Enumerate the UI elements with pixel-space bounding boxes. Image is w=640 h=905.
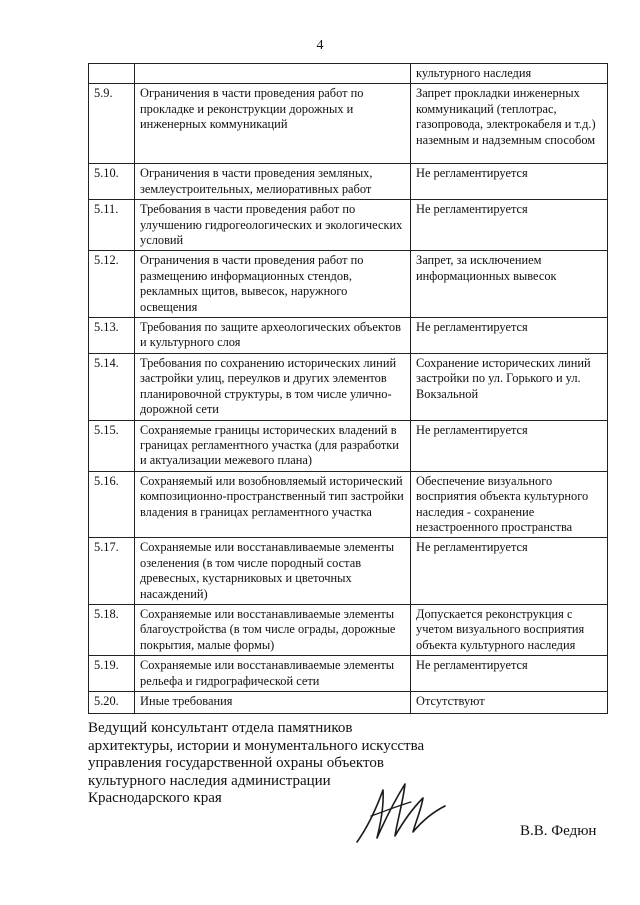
value-cell: Отсутствуют — [411, 692, 608, 714]
requirement-cell: Требования по сохранению исторических линий застройки улиц, переулков и других элементов планировочной структуры, в том числе улично-дорожной сети — [135, 353, 411, 420]
value-cell: Не регламентируется — [411, 164, 608, 200]
row-number: 5.9. — [89, 84, 135, 164]
row-number: 5.20. — [89, 692, 135, 714]
value-cell: Не регламентируется — [411, 656, 608, 692]
table-row — [89, 420, 608, 471]
handwritten-signature — [353, 776, 448, 846]
value-cell: культурного наследия — [411, 64, 608, 84]
value-cell: Обеспечение визуального восприятия объекта культурного наследия - сохранение незастроенного пространства — [411, 471, 608, 538]
signer-position-line-1: Ведущий консультант отдела памятников — [88, 720, 353, 736]
table-row — [89, 84, 608, 164]
requirement-cell: Ограничения в части проведения работ по размещению информационных стендов, рекламных щитов, вывесок, наружного освещения — [135, 251, 411, 318]
requirement-cell: Сохраняемые или восстанавливаемые элементы благоустройства (в том числе ограды, дорожные покрытия, малые формы) — [135, 604, 411, 655]
table-row — [89, 656, 608, 692]
row-number: 5.14. — [89, 353, 135, 420]
table-row — [89, 200, 608, 251]
regulations-table-body — [89, 64, 608, 714]
table-row — [89, 64, 608, 84]
regulations-table — [88, 63, 608, 714]
row-number: 5.13. — [89, 318, 135, 354]
row-number: 5.15. — [89, 420, 135, 471]
table-row — [89, 538, 608, 605]
page-number: 4 — [316, 38, 324, 53]
requirement-cell — [135, 64, 411, 84]
requirement-cell: Сохраняемые или восстанавливаемые элементы озеленения (в том числе породный состав древесных, кустарниковых и цветочных насаждений) — [135, 538, 411, 605]
row-number: 5.11. — [89, 200, 135, 251]
requirement-cell: Иные требования — [135, 692, 411, 714]
requirement-cell: Сохраняемые или восстанавливаемые элементы рельефа и гидрографической сети — [135, 656, 411, 692]
value-cell: Не регламентируется — [411, 538, 608, 605]
value-cell: Не регламентируется — [411, 200, 608, 251]
value-cell: Запрет прокладки инженерных коммуникаций (теплотрас, газопровода, электрокабеля и т.д.) наземным и надземным способом — [411, 84, 608, 164]
signer-position-line-3: управления государственной охраны объектов — [88, 755, 384, 771]
value-cell: Сохранение исторических линий застройки по ул. Горького и ул. Вокзальной — [411, 353, 608, 420]
row-number: 5.18. — [89, 604, 135, 655]
table-row — [89, 164, 608, 200]
value-cell: Допускается реконструкция с учетом визуального восприятия объекта культурного наследия — [411, 604, 608, 655]
signer-position-line-4: культурного наследия администрации — [88, 772, 331, 789]
requirement-cell: Ограничения в части проведения работ по прокладке и реконструкции дорожных и инженерных коммуникаций — [135, 84, 411, 164]
signer-name: В.В. Федюн — [520, 823, 597, 839]
table-row — [89, 471, 608, 538]
row-number: 5.17. — [89, 538, 135, 605]
table-row — [89, 251, 608, 318]
value-cell: Не регламентируется — [411, 318, 608, 354]
table-row — [89, 318, 608, 354]
row-number: 5.16. — [89, 471, 135, 538]
requirement-cell: Требования по защите археологических объектов и культурного слоя — [135, 318, 411, 354]
row-number: 5.19. — [89, 656, 135, 692]
signer-position-line-5: Краснодарского края — [88, 790, 222, 806]
table-row — [89, 692, 608, 714]
row-number: 5.10. — [89, 164, 135, 200]
requirement-cell: Ограничения в части проведения земляных, землеустроительных, мелиоративных работ — [135, 164, 411, 200]
table-row — [89, 604, 608, 655]
signature-block — [88, 720, 425, 808]
row-number: 5.12. — [89, 251, 135, 318]
row-number — [89, 64, 135, 84]
requirement-cell: Сохраняемый или возобновляемый исторический композиционно-пространственный тип застройки владения в границах регламентного участка — [135, 471, 411, 538]
value-cell: Не регламентируется — [411, 420, 608, 471]
requirement-cell: Сохраняемые границы исторических владений в границах регламентного участка (для разработки и актуализации межевого плана) — [135, 420, 411, 471]
value-cell: Запрет, за исключением информационных вывесок — [411, 251, 608, 318]
table-row — [89, 353, 608, 420]
signer-position-line-2: архитектуры, истории и монументального искусства — [88, 737, 425, 754]
requirement-cell: Требования в части проведения работ по улучшению гидрогеологических и экологических условий — [135, 200, 411, 251]
